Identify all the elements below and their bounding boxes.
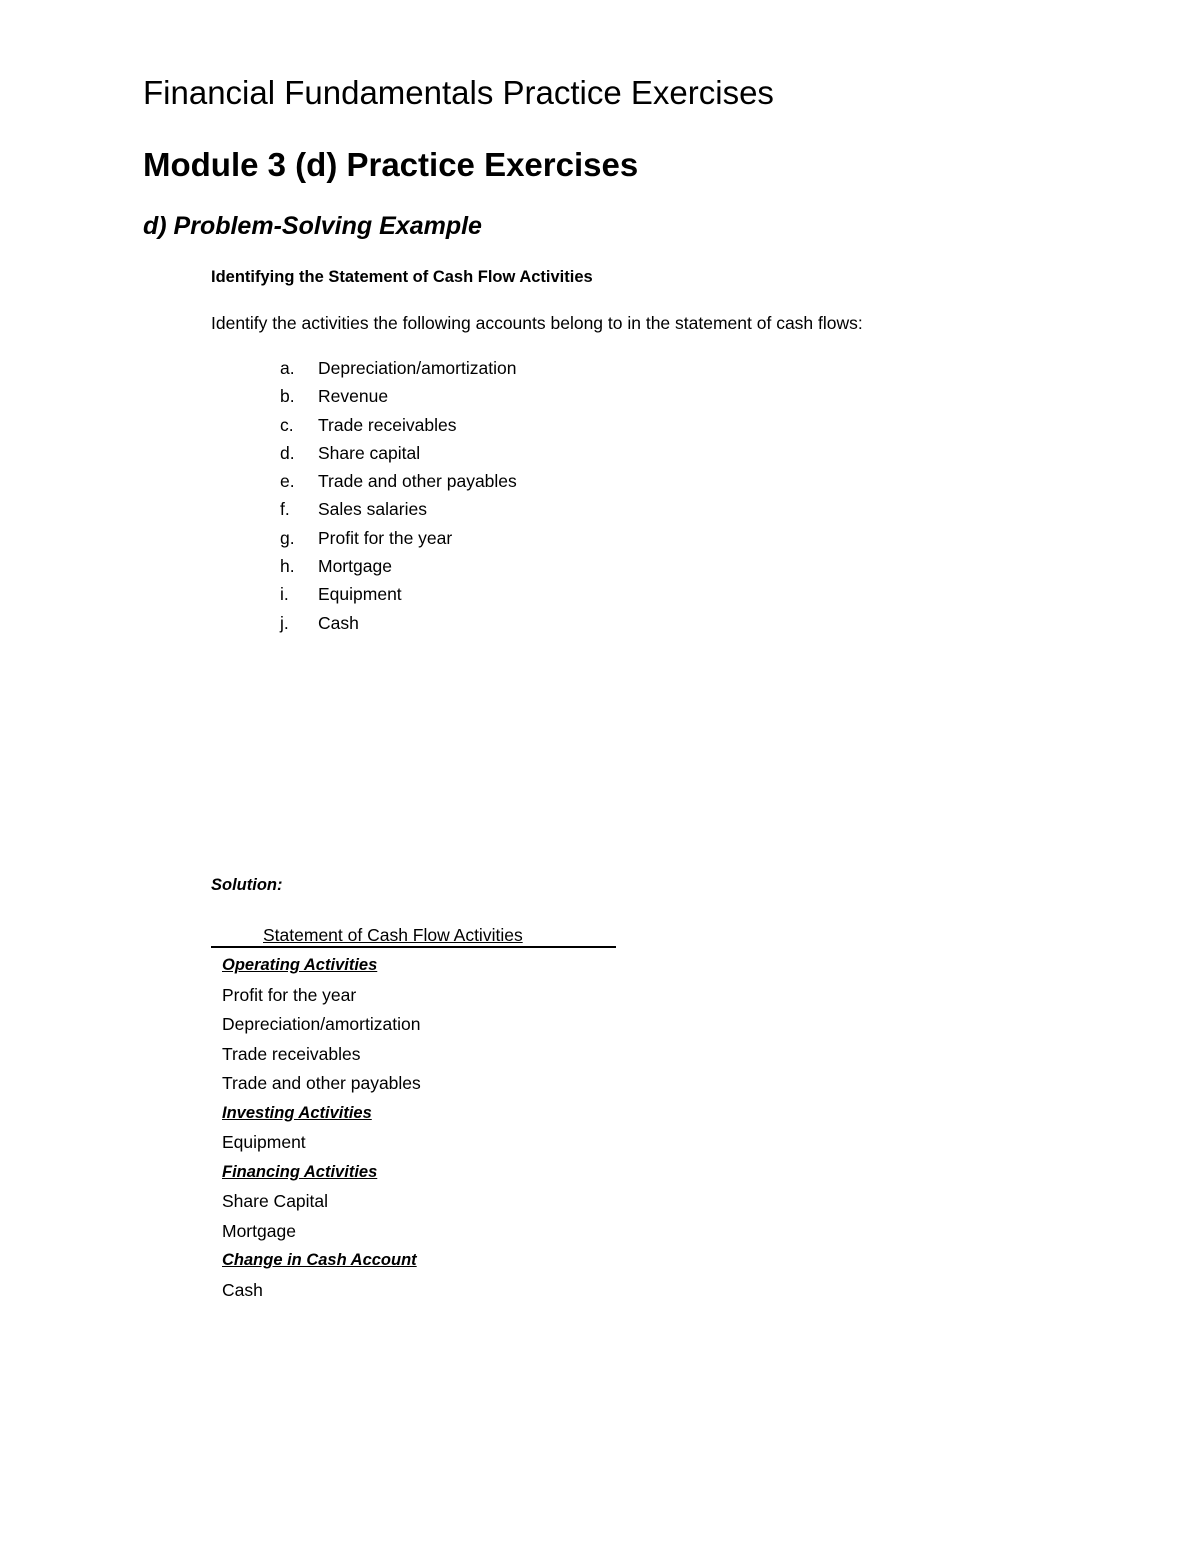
list-item-letter: g.	[280, 527, 295, 548]
list-item-letter: d.	[280, 442, 295, 463]
list-item-text: Share capital	[318, 442, 421, 463]
list-item-text: Revenue	[318, 386, 389, 407]
solution-table-title	[211, 924, 616, 948]
category-heading: Financing Activities	[222, 1162, 378, 1181]
list-item-text: Equipment	[318, 584, 402, 605]
list-item: Trade and other payables	[222, 1073, 421, 1093]
list-item-text: Mortgage	[318, 556, 392, 577]
list-item-letter: a.	[280, 358, 295, 378]
list-item-text: Sales salaries	[318, 499, 427, 520]
list-item	[280, 440, 517, 468]
list-item-letter: e.	[280, 471, 295, 492]
list-item-letter: f.	[280, 499, 290, 520]
exercise-instruction: Identify the activities the following accounts belong to in the statement of cash flows:	[211, 313, 863, 333]
list-item	[280, 412, 517, 440]
list-item-letter: b.	[280, 386, 295, 407]
list-item	[280, 581, 517, 609]
list-item	[280, 525, 517, 553]
document-title: Financial Fundamentals Practice Exercises	[143, 74, 774, 111]
list-item-letter: i.	[280, 584, 289, 605]
exercise-subheading: Identifying the Statement of Cash Flow Activities	[211, 268, 593, 286]
list-item: Profit for the year	[222, 984, 357, 1005]
solution-list	[222, 952, 421, 1306]
category-heading: Change in Cash Account	[222, 1251, 417, 1269]
list-item: Cash	[222, 1279, 263, 1300]
list-item: Depreciation/amortization	[222, 1014, 421, 1034]
list-item-text: Depreciation/amortization	[318, 358, 517, 378]
list-item: Share Capital	[222, 1191, 329, 1211]
category-heading: Operating Activities	[222, 956, 378, 974]
list-item	[280, 610, 517, 638]
section-title: d) Problem-Solving Example	[143, 212, 482, 240]
list-item-letter: c.	[280, 414, 294, 435]
category-heading: Investing Activities	[222, 1103, 372, 1122]
list-item	[280, 383, 517, 411]
list-item: Trade receivables	[222, 1043, 361, 1064]
solution-table-title-text: Statement of Cash Flow Activities	[263, 925, 523, 945]
list-item	[280, 553, 517, 581]
list-item-letter: h.	[280, 556, 295, 577]
list-item-letter: j.	[280, 612, 289, 633]
list-item: Equipment	[222, 1132, 306, 1152]
list-item	[280, 355, 517, 383]
list-item	[280, 468, 517, 496]
list-item-text: Trade and other payables	[318, 471, 517, 492]
module-title: Module 3 (d) Practice Exercises	[143, 146, 639, 183]
list-item-text: Trade receivables	[318, 414, 457, 435]
solution-label: Solution:	[211, 876, 283, 894]
list-item-text: Cash	[318, 612, 359, 633]
accounts-list	[280, 355, 517, 638]
list-item: Mortgage	[222, 1220, 296, 1241]
list-item-text: Profit for the year	[318, 527, 453, 548]
list-item	[280, 496, 517, 524]
